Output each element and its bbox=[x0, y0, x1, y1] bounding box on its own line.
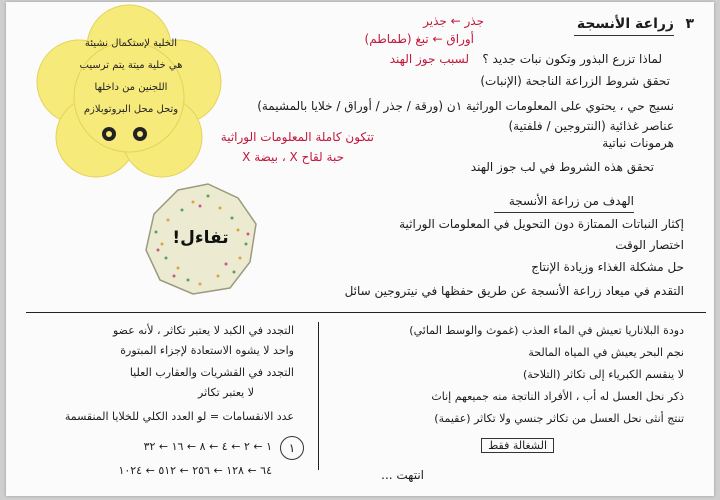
benefit-2: اختصار الوقت bbox=[615, 238, 684, 252]
benefit-4: التقدم في ميعاد زراعة الأنسجة عن طريق حفظها في نيتروجين سائل bbox=[344, 284, 684, 298]
sequence-line-2: ٦٤ ← ١٢٨ ← ٢٥٦ ← ٥١٢ ← ١٠٢٤ bbox=[118, 464, 272, 477]
notebook-page bbox=[6, 2, 714, 496]
flower-line-2: هي خلية ميتة يتم ترسيب bbox=[79, 60, 183, 71]
benefits-underline bbox=[494, 212, 634, 213]
right-item-1: دودة البلاناريا تعيش في الماء العذب (غموث والوسط المائي) bbox=[409, 324, 684, 337]
left-item-2: واحد لا يشوه الاستعادة لإجزاء المبتورة bbox=[120, 344, 294, 357]
right-item-6: الشغالة فقط bbox=[481, 438, 554, 453]
left-item-4: لا يعتبر تكاثر bbox=[198, 386, 254, 399]
red-arrow-note: تتكون كاملة المعلومات الوراثية bbox=[220, 130, 374, 144]
conditions-intro: تحقق شروط الزراعة الناجحة (الإنبات) bbox=[480, 74, 670, 88]
flower-note bbox=[34, 2, 224, 182]
red-note-3: لسبب جوز الهند bbox=[389, 52, 469, 66]
benefit-3: حل مشكلة الغذاء وزيادة الإنتاج bbox=[531, 260, 684, 274]
condition-3: هرمونات نباتية bbox=[602, 136, 674, 150]
benefit-1: إكثار النباتات الممتازة دون التحويل في المعلومات الوراثية bbox=[399, 217, 684, 231]
right-item-4: ذكر نحل العسل له أب ، الأفراد الناتجة منه جميعهم إناث bbox=[431, 390, 684, 403]
question-line: لماذا تزرع البذور وتكون نبات جديد ؟ bbox=[482, 52, 662, 66]
horizontal-divider bbox=[26, 312, 706, 313]
right-item-3: لا ينقسم الكبرياء إلى تكاثر (التلاحة) bbox=[522, 368, 684, 381]
right-item-5: تنتج أنثى نحل العسل من تكاثر جنسي ولا تكاثر (عقيمة) bbox=[434, 412, 684, 425]
red-note-1: جذر ← جذير bbox=[423, 14, 484, 28]
red-note-2: أوراق ← تبغ (طماطم) bbox=[364, 32, 474, 46]
sequence-line-1: ١ ← ٢ ← ٤ ← ٨ ← ١٦ ← ٣٢ bbox=[143, 440, 272, 453]
left-item-5: عدد الانقسامات = لو العدد الكلي للخلايا المنقسمة bbox=[64, 410, 294, 423]
conditions-note: تحقق هذه الشروط في لب جوز الهند bbox=[470, 160, 654, 174]
optimism-sticker bbox=[138, 180, 263, 300]
flower-line-4: وتحل محل البروتوبلازم bbox=[83, 104, 179, 115]
red-under-note: حبة لقاح X ، بيضة X bbox=[242, 150, 344, 164]
section-number: ٣ bbox=[685, 16, 694, 32]
condition-1: نسيج حي ، يحتوي على المعلومات الوراثية ١ن (ورقة / جذر / أوراق / خلايا بالمشيمة) bbox=[257, 99, 674, 113]
condition-2: عناصر غذائية (النتروجين / فلفتية) bbox=[508, 119, 674, 133]
flower-line-3: اللجنين من داخلها bbox=[94, 82, 168, 93]
left-item-1: التجدد في الكبد لا يعتبر تكاثر ، لأنه عضو bbox=[112, 324, 294, 337]
left-item-3: التجدد في القشريات والعقارب العليا bbox=[129, 366, 294, 379]
right-item-2: نجم البحر يعيش في المياه المالحة bbox=[528, 346, 684, 359]
vertical-divider bbox=[318, 322, 319, 470]
flower-line-1: الخلية لإستكمال نشيئة bbox=[84, 38, 178, 49]
benefits-heading: الهدف من زراعة الأنسجة bbox=[508, 194, 634, 208]
section-title: زراعة الأنسجة bbox=[576, 16, 674, 32]
circled-number: ١ bbox=[280, 436, 304, 460]
optimism-label: تفاءل! bbox=[172, 228, 229, 248]
title-underline bbox=[574, 35, 674, 36]
end-text: انتهت ... bbox=[381, 468, 424, 482]
